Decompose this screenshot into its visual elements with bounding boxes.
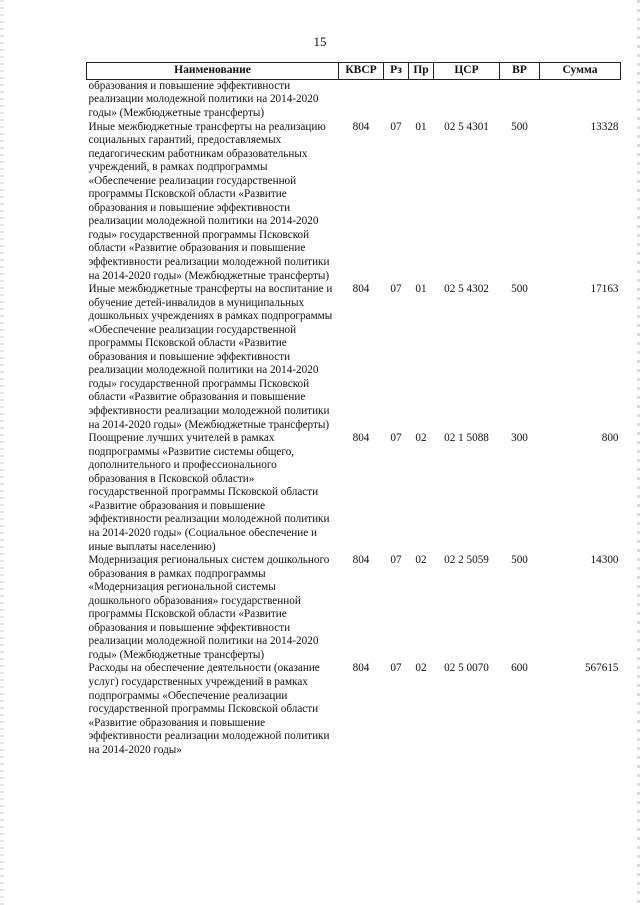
row-kvsr: 804 <box>352 554 370 567</box>
row-vr: 300 <box>511 432 528 445</box>
row-name: Иные межбюджетные трансферты на воспитание и обучение детей-инвалидов в муниципальных дошкольных учреждениях в рамках подпрограммы «Обеспечение реализации государственной программы Псковской области «Развитие образования и повышение эффективности реализации молодежной политики на 2014-2020 годы» государственной программы Псковской области «Развитие образования и повышение эффективности реализации молодежной политики на 2014-2020 годы» (Межбюджетные трансферты) <box>88 283 333 431</box>
row-kvsr: 804 <box>352 120 370 133</box>
row-pr <box>409 79 434 120</box>
row-vr <box>500 79 540 120</box>
header-sum: Сумма <box>540 63 621 80</box>
table-row <box>87 121 621 284</box>
budget-table <box>86 62 621 757</box>
row-csr: 02 5 4302 <box>444 283 489 296</box>
table-row <box>87 432 621 554</box>
row-csr: 02 5 4301 <box>444 120 489 133</box>
row-name: Иные межбюджетные трансферты на реализацию социальных гарантий, предоставляемых педагогическим работникам образовательных учреждений, в рамках подпрограммы «Обеспечение реализации государственной программы Псковской области «Развитие образования и повышение эффективности реализации молодежной политики на 2014-2020 годы» государственной программы Псковской области «Развитие образования и повышение эффективности реализации молодежной политики на 2014-2020 годы» (Межбюджетные трансферты) <box>88 120 330 282</box>
row-kvsr: 804 <box>352 662 370 675</box>
row-vr: 500 <box>511 283 528 296</box>
row-vr: 600 <box>511 662 528 675</box>
row-pr: 02 <box>415 662 427 675</box>
page-number: 15 <box>313 34 327 49</box>
row-pr: 01 <box>415 283 427 296</box>
row-sum <box>540 79 621 120</box>
table-row <box>87 554 621 662</box>
header-pr: Пр <box>409 63 434 80</box>
header-csr: ЦСР <box>434 63 500 80</box>
table-row <box>87 662 621 757</box>
row-name: Расходы на обеспечение деятельности (оказание услуг) государственных учреждений в рамках подпрограммы «Обеспечение реализации государственной программы Псковской области «Развитие образования и повышение эффективности реализации молодежной политики на 2014-2020 годы» <box>88 662 330 756</box>
row-name: Модернизация региональных систем дошкольного образования в рамках подпрограммы «Модернизация региональной системы дошкольного образования» государственной программы Псковской области «Развитие образования и повышение эффективности реализации молодежной политики на 2014-2020 годы» (Межбюджетные трансферты) <box>88 554 330 661</box>
header-vr: ВР <box>500 63 540 80</box>
row-sum: 800 <box>601 432 619 445</box>
scan-edge-left <box>0 0 4 905</box>
row-rz <box>384 79 409 120</box>
table-body <box>87 79 621 757</box>
row-name: Поощрение лучших учителей в рамках подпрограммы «Развитие системы общего, дополнительного и профессионального образования в Псковской области» государственной программы Псковской области «Развитие образования и повышение эффективности реализации молодежной политики на 2014-2020 годы» (Социальное обеспечение и иные выплаты населению) <box>88 432 330 553</box>
row-csr: 02 2 5059 <box>444 554 489 567</box>
header-kvsr: КВСР <box>339 63 384 80</box>
row-name: образования и повышение эффективности реализации молодежной политики на 2014-2020 годы» (Межбюджетные трансферты) <box>88 79 319 119</box>
header-rz: Рз <box>384 63 409 80</box>
row-sum: 13328 <box>590 120 619 133</box>
row-csr: 02 5 0070 <box>444 662 489 675</box>
row-sum: 17163 <box>590 283 619 296</box>
row-sum: 14300 <box>590 554 619 567</box>
row-rz: 07 <box>390 283 402 296</box>
row-pr: 01 <box>415 120 427 133</box>
row-csr: 02 1 5088 <box>444 432 489 445</box>
row-kvsr: 804 <box>352 283 370 296</box>
row-vr: 500 <box>511 554 528 567</box>
row-csr <box>434 79 500 120</box>
row-sum: 567615 <box>584 662 619 675</box>
row-rz: 07 <box>390 432 402 445</box>
header-row <box>87 63 621 80</box>
row-kvsr <box>339 79 384 120</box>
table-header <box>87 63 621 80</box>
row-rz: 07 <box>390 554 402 567</box>
table-row <box>87 283 621 432</box>
table-row <box>87 79 621 120</box>
row-pr: 02 <box>415 554 427 567</box>
row-rz: 07 <box>390 120 402 133</box>
row-rz: 07 <box>390 662 402 675</box>
row-kvsr: 804 <box>352 432 370 445</box>
row-vr: 500 <box>511 120 528 133</box>
header-name: Наименование <box>87 63 339 80</box>
row-pr: 02 <box>415 432 427 445</box>
